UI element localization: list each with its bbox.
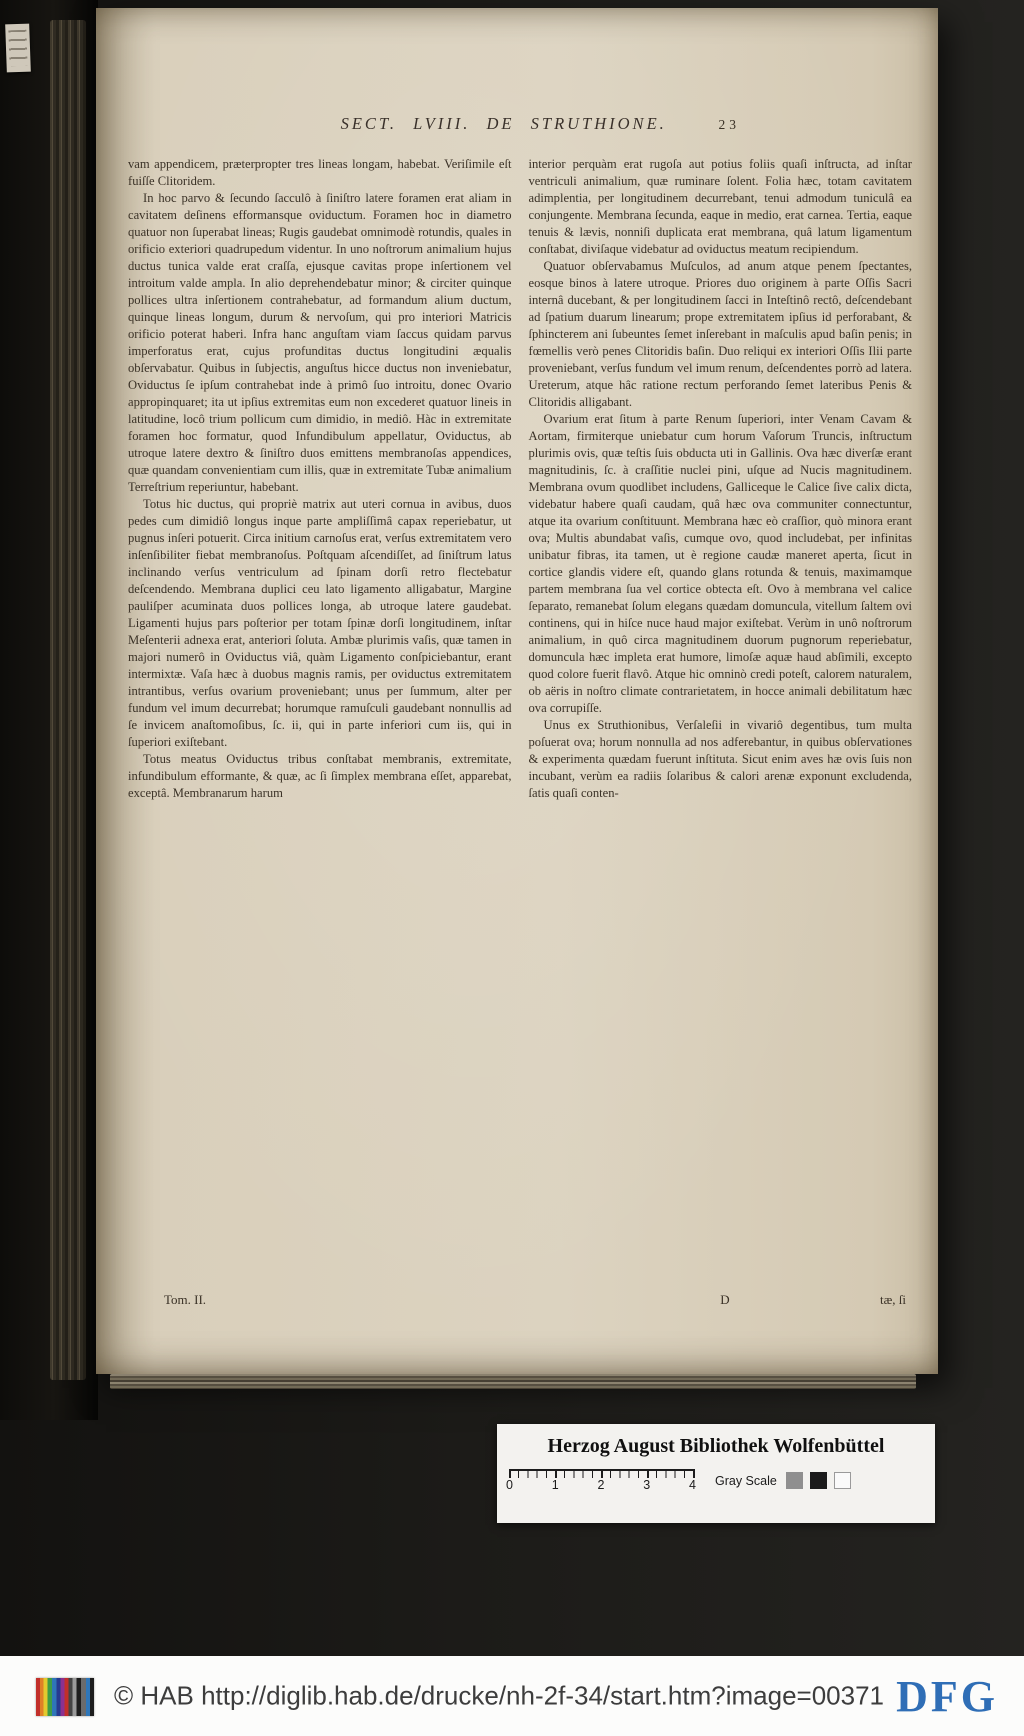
page-footline <box>128 1292 912 1308</box>
paragraph: In hoc parvo & ſecundo ſacculô à ſiniſtro latere foramen erat aliam in cavitatem deſinens efformansque oviductum. Foramen hoc in diametro quatuor non ſuperabat lineas; Rugis gaudebat omnimodè rotundis, quales in orificio exteriori quadrupedum videntur. In uno noſtrorum animalium hujus ductus tunica valde erat craſſa, ejusque cavitas prope inſertionem vel introitum valde ampla. In alio deprehendebatur minor; & circiter quinque pollices ultra inſertionem contrahebatur, ad formandum alium ductum, quinque lineas longum, durum & nervoſum, qui pro interiori Matricis orificio poterat haberi. Infra hanc anguſtam viam ſaccus quidam parvus imperforatus erat, cujus profunditas ductus longitudini æqualis obſervabatur. Quibus in ſubjectis, anguſtus hicce ductus non inveniebatur, Oviductus ſe ipſum contrahebat inde à primô ſuo introitu, donec Ovario appropinquaret; ita ut ipſius extremitas eum non excederet quatuor lineis in latitudine, locô trium pollicum cum dimidio, in mediô. Hàc in extremitate foramen hoc formatur, quod Infundibulum appellatur, Oviductus, ab utroque latere dextro & ſiniſtro duos emittens membranoſas appendices, quæ quandam convenientiam cum illis, quæ in extremitate Tubæ animalium Terreſtrium reperiuntur, habebant. <box>128 191 512 494</box>
stacked-page-edges <box>50 20 86 1380</box>
gray-swatch <box>786 1472 803 1489</box>
tomus-mark: Tom. II. <box>164 1292 207 1307</box>
page-number: 23 <box>718 117 740 132</box>
page-content <box>128 114 912 1308</box>
source-url: http://diglib.hab.de/drucke/nh-2f-34/start.htm?image=00371 <box>201 1680 885 1711</box>
running-header <box>128 114 912 144</box>
paragraph: interior perquàm erat rugoſa aut potius foliis quaſi inſtructa, ad inſtar ventriculi animalium, quæ ruminare ſolent. Folia hæc, totam cavitatem adimplentia, per longitudinem decurrebant, tenui admodum tuniculâ ea conjungente. Membrana ſecunda, eaque in medio, erat carnea. Tertia, eaque tenuis & lævis, nonniſi duplicata erat membrana, quâ latum ligamentum conſtabat, diviſaque videbatur ad oviductus meatum recipiendum. <box>528 157 912 256</box>
bottom-page-edges <box>110 1374 916 1389</box>
measurement-ruler <box>506 1469 696 1492</box>
paragraph: vam appendicem, præterpropter tres lineas longam, habebat. Veriſimile eſt fuiſſe Clitoridem. <box>128 157 512 188</box>
paragraph: Ovarium erat ſitum à parte Renum ſuperiori, inter Venam Cavam & Aortam, firmiterque uniebatur cum horum Vaſorum Truncis, inſtructum plurimis ovis, quæ teſtis ſuis obducta uti in Gallinis. Ova hæc diverſæ erant magnitudinis, ſc. à craſſitie nuclei pini, uſque ad Nucis magnitudinem. Membrana ovum quodlibet includens, Galliceque le Calice ſive calix dicta, videbatur habere quaſi caudam, quâ hæc ova communiter connectuntur, atque ita ovarium conſtituunt. Membrana hæc eò craſſior, quò minora erant ova; Multis abundabat vaſis, cumque ovo, quod includebat, per infinitas unibatur fibras, ita tamen, ut è regione caudæ maneret aperta, ſicut in cortice glandis videre eſt, quando glans rotunda & tenuis, maximamque partem membrana ſua vel cortice obtecta eſt. Ovo à membrana vel calice ſeparato, remanebat ſolum elegans quædam domuncula, vitellum ſaltem ovi continens, qui in hiſce nuce haud major exiſtebat. Verùm in unô noſtrorum animalium, in quô circa magnitudinem duorum pugnorum reperiebatur, domuncula hæc impleta erat humore, limoſæ aquæ haud abſimili, excepto quod colore fuerit flavô. Atque hic omninò credi poteſt, calorem naturalem, ob aëris in noſtro climate contrarietatem, in hocce animali debilitatum hæc ova corrupiſſe. <box>528 412 912 715</box>
book-page <box>96 8 938 1374</box>
signature-mark: D <box>720 1292 730 1307</box>
spine-shelfmark-label <box>5 24 31 73</box>
book-spine <box>0 0 98 1420</box>
source-attribution <box>114 1681 884 1712</box>
text-columns <box>128 156 912 1284</box>
white-swatch <box>834 1472 851 1489</box>
ruler-tick-label: 4 <box>689 1478 696 1492</box>
catchword: tæ, ſi <box>879 1292 906 1307</box>
paragraph: Totus meatus Oviductus tribus conſtabat membranis, extremitate, infundibulum efformante, & quæ, ac ſi ſimplex membrana eſſet, apparebat, exceptâ. Membranarum harum <box>128 752 512 800</box>
gray-scale-patch <box>715 1472 851 1489</box>
paragraph: Totus hic ductus, qui propriè matrix aut uteri cornua in avibus, duos pedes cum dimidiô longus inque parte ampliſſimâ capax reperiebatur, ut pugnus inſeri potuerit. Circa initium carnoſus erat, verſus extremitatem vero inſenſibiliter fiebat membranoſus. Poſtquam aſcendiſſet, ad ſiniſtrum latus inclinando verſus ventriculum ad ſpinam dorſi retro flectebatur deſcendendo. Membrana duplici ceu lato ligamento alligabatur, Margine pauliſper acuminata duos pollices longa, ab utroque latere gaudebat. Ligamenti hujus pars poſterior per totam ſpinæ dorſi longitudinem, inſtar Meſenterii adnexa erat, anteriori ſoluta. Ambæ plurimis vaſis, quæ tamen in majori numerô in Oviductus viâ, quàm Ligamento conſpiciebantur, erant intermixtæ. Vaſa hæc à duobus magnis ramis, per oviductus extremitatem intrantibus, verſus ovarium proveniebant; unus per ſummum, alter per fundum vel imum decurrebat; horumque ramuſculi gaudebant nonnullis ad ſe invicem anaſtomoſibus, ſc. ii, qui in parte inferiori cum iis, qui in ſuperiori exiſtebant. <box>128 497 512 749</box>
dfg-logo: DFG <box>896 1672 998 1721</box>
black-swatch <box>810 1472 827 1489</box>
paragraph: Unus ex Struthionibus, Verſaleſii in vivariô degentibus, tum multa poſuerat ova; horum nonnulla ad nos adferebantur, in quibus obſervationes & experimenta quædam fuerunt inſtituta. Sicut enim aves hæ ovis ſuis non incubant, verùm ea radiis ſolaribus & calori arenæ exponunt excludenda, ſatis quaſi conten- <box>528 718 912 800</box>
ruler-ticks <box>509 1469 695 1478</box>
paragraph: Quatuor obſervabamus Muſculos, ad anum atque penem ſpectantes, eosque binos à latere utroque. Priores duo originem à parte Oſſis Sacri internâ ducebant, & per longitudinem ſacci in Inteſtinô rectô, deſcendebant ad ſpatium duarum linearum; prope extremitatem ipſius id perforabant, & ſphincterem ani ſubeuntes ſemet inſerebant in maſculis apud baſin penis; in fœmellis verò penes Clitoridis baſin. Duo reliqui ex interiori Oſſis Ilii parte proveniebant, verſus fundum vel imum renum, deſcendentes porrò ad latera. Ureterum, atque hâc ratione rectum perforando ſemet lateribus Penis & Clitoridis alligabant. <box>528 259 912 409</box>
ruler-tick-label: 2 <box>597 1478 605 1492</box>
gray-scale-label: Gray Scale <box>715 1473 777 1488</box>
library-reference-card <box>497 1424 935 1523</box>
ruler-tick-label: 0 <box>506 1478 513 1492</box>
ruler-tick-label: 1 <box>551 1478 559 1492</box>
section-title: SECT. LVIII. DE STRUTHIONE. <box>340 114 667 133</box>
right-column <box>529 156 913 1284</box>
left-column <box>128 156 512 1284</box>
copyright-label: © HAB <box>114 1680 194 1711</box>
ruler-tick-label: 3 <box>643 1478 651 1492</box>
library-name: Herzog August Bibliothek Wolfenbüttel <box>547 1435 885 1457</box>
color-calibration-barcode-icon <box>36 1678 94 1716</box>
footer-bar <box>0 1656 1024 1736</box>
